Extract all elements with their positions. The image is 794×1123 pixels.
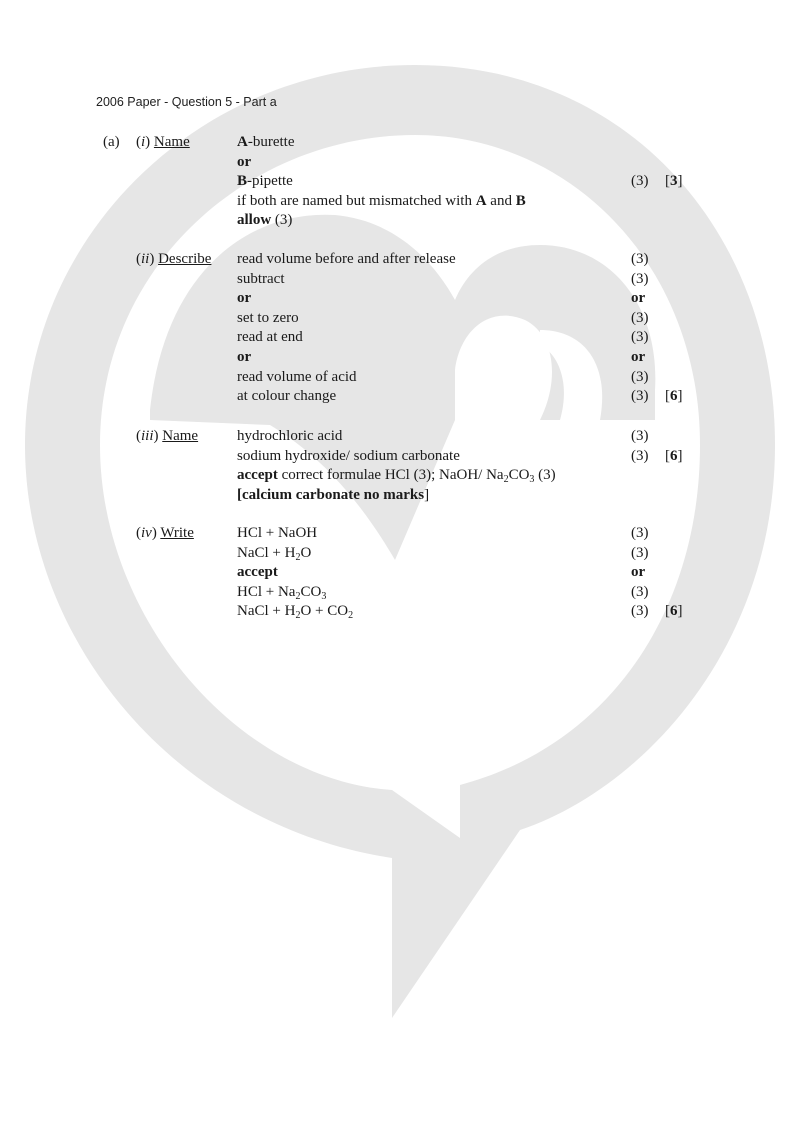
answer-bold-text: or: [237, 153, 252, 170]
mark-value: or: [631, 564, 646, 581]
mark-value: or: [631, 290, 646, 307]
part-label: (a): [103, 134, 120, 150]
answer-text: CO: [508, 467, 530, 484]
section-label-i: (i) Name: [136, 134, 190, 150]
answer-bold-text: [calcium carbonate no marks: [237, 486, 425, 503]
total-value: 6: [670, 388, 678, 405]
answer-line: [237, 524, 317, 544]
subscript: 2: [348, 610, 354, 622]
total-marks: [6]: [665, 603, 683, 620]
mark-value: (3): [631, 173, 649, 190]
subscript: 2: [295, 610, 301, 622]
total-marks: [6]: [665, 447, 683, 464]
answer-text: ]: [424, 486, 430, 503]
total-value: 6: [670, 603, 678, 620]
mark-value: (3): [631, 447, 649, 464]
answer-text: if both are named but mismatched with: [237, 192, 476, 209]
answer-line: [237, 583, 326, 603]
answer-text: and: [486, 192, 516, 209]
mark-value: (3): [631, 251, 649, 267]
mark-value: (3): [631, 329, 649, 346]
answer-line: [237, 544, 311, 564]
answer-line: [237, 466, 556, 486]
answer-text: NaCl + H: [237, 544, 296, 561]
answer-bold-text: or: [237, 349, 252, 365]
subscript: 2: [295, 590, 301, 602]
answer-line: [237, 328, 303, 348]
answer-text: -burette: [247, 134, 295, 150]
answer-text: read volume before and after release: [237, 251, 456, 267]
answer-text: correct formulae HCl (3); NaOH/ Na: [277, 467, 504, 484]
section-number: iv: [141, 525, 152, 541]
mark-value: (3): [631, 603, 649, 620]
answer-text: read at end: [237, 329, 303, 346]
total-marks: [3]: [665, 173, 683, 190]
section-label-iii: (iii) Name: [136, 428, 199, 444]
answer-line: [237, 153, 251, 173]
answer-text: HCl + Na: [237, 583, 296, 600]
answer-text: (3): [534, 467, 556, 484]
answer-text: NaCl + H: [237, 603, 296, 620]
mark-value: (3): [631, 368, 649, 385]
answer-text: -pipette: [247, 173, 293, 190]
mark-value: (3): [631, 388, 649, 405]
mark-value: or: [631, 349, 646, 365]
section-number: iii: [141, 428, 154, 444]
answer-bold-text: A: [475, 192, 487, 209]
answer-line: [237, 172, 293, 192]
section-number: ii: [141, 251, 150, 267]
subscript: 3: [529, 474, 535, 486]
answer-line: [237, 348, 251, 368]
answer-line: [237, 192, 526, 212]
answer-line: [237, 486, 429, 506]
section-label-ii: (ii) Describe: [136, 251, 212, 267]
answer-text: (3): [271, 212, 293, 229]
answer-text: CO: [300, 583, 322, 600]
mark-value: (3): [631, 525, 649, 541]
answer-line: [237, 211, 292, 231]
section-number: i: [141, 134, 146, 150]
answer-bold-text: B: [515, 192, 526, 209]
answer-text: set to zero: [237, 309, 299, 326]
answer-bold-text: allow: [237, 212, 272, 229]
answer-text: subtract: [237, 270, 285, 287]
section-label-iv: (iv) Write: [136, 525, 194, 541]
section-verb: Name: [162, 428, 199, 444]
section-verb: Describe: [158, 251, 212, 267]
answer-line: [237, 368, 357, 388]
total-value: 6: [670, 447, 678, 464]
total-value: 3: [670, 173, 678, 190]
mark-value: (3): [631, 544, 649, 561]
answer-text: read volume of acid: [237, 368, 357, 385]
answer-line: [237, 133, 294, 153]
answer-line: [237, 447, 460, 467]
section-verb: Write: [160, 525, 194, 541]
subscript: 2: [295, 551, 301, 563]
page-header: 2006 Paper - Question 5 - Part a: [96, 95, 277, 109]
total-marks: [6]: [665, 388, 683, 405]
mark-value: (3): [631, 270, 649, 287]
answer-line: [237, 387, 336, 407]
answer-bold-text: A: [237, 134, 248, 150]
answer-line: [237, 270, 284, 290]
answer-line: [237, 250, 456, 270]
answer-text: sodium hydroxide/ sodium carbonate: [237, 447, 460, 464]
subscript: 2: [503, 474, 509, 486]
answer-text: at colour change: [237, 388, 337, 405]
answer-bold-text: or: [237, 290, 252, 307]
answer-text: O: [300, 544, 312, 561]
answer-line: [237, 309, 299, 329]
answer-line: [237, 563, 278, 583]
mark-value: (3): [631, 583, 649, 600]
answer-line: [237, 289, 251, 309]
answer-bold-text: accept: [237, 467, 278, 484]
section-verb: Name: [153, 134, 190, 150]
answer-text: HCl + NaOH: [237, 525, 318, 541]
subscript: 3: [321, 590, 327, 602]
answer-text: O + CO: [300, 603, 349, 620]
answer-bold-text: accept: [237, 564, 278, 581]
answer-bold-text: B: [237, 173, 248, 190]
mark-value: (3): [631, 428, 649, 444]
answer-line: [237, 427, 342, 447]
answer-text: hydrochloric acid: [237, 428, 343, 444]
mark-value: (3): [631, 309, 649, 326]
answer-line: [237, 602, 353, 622]
